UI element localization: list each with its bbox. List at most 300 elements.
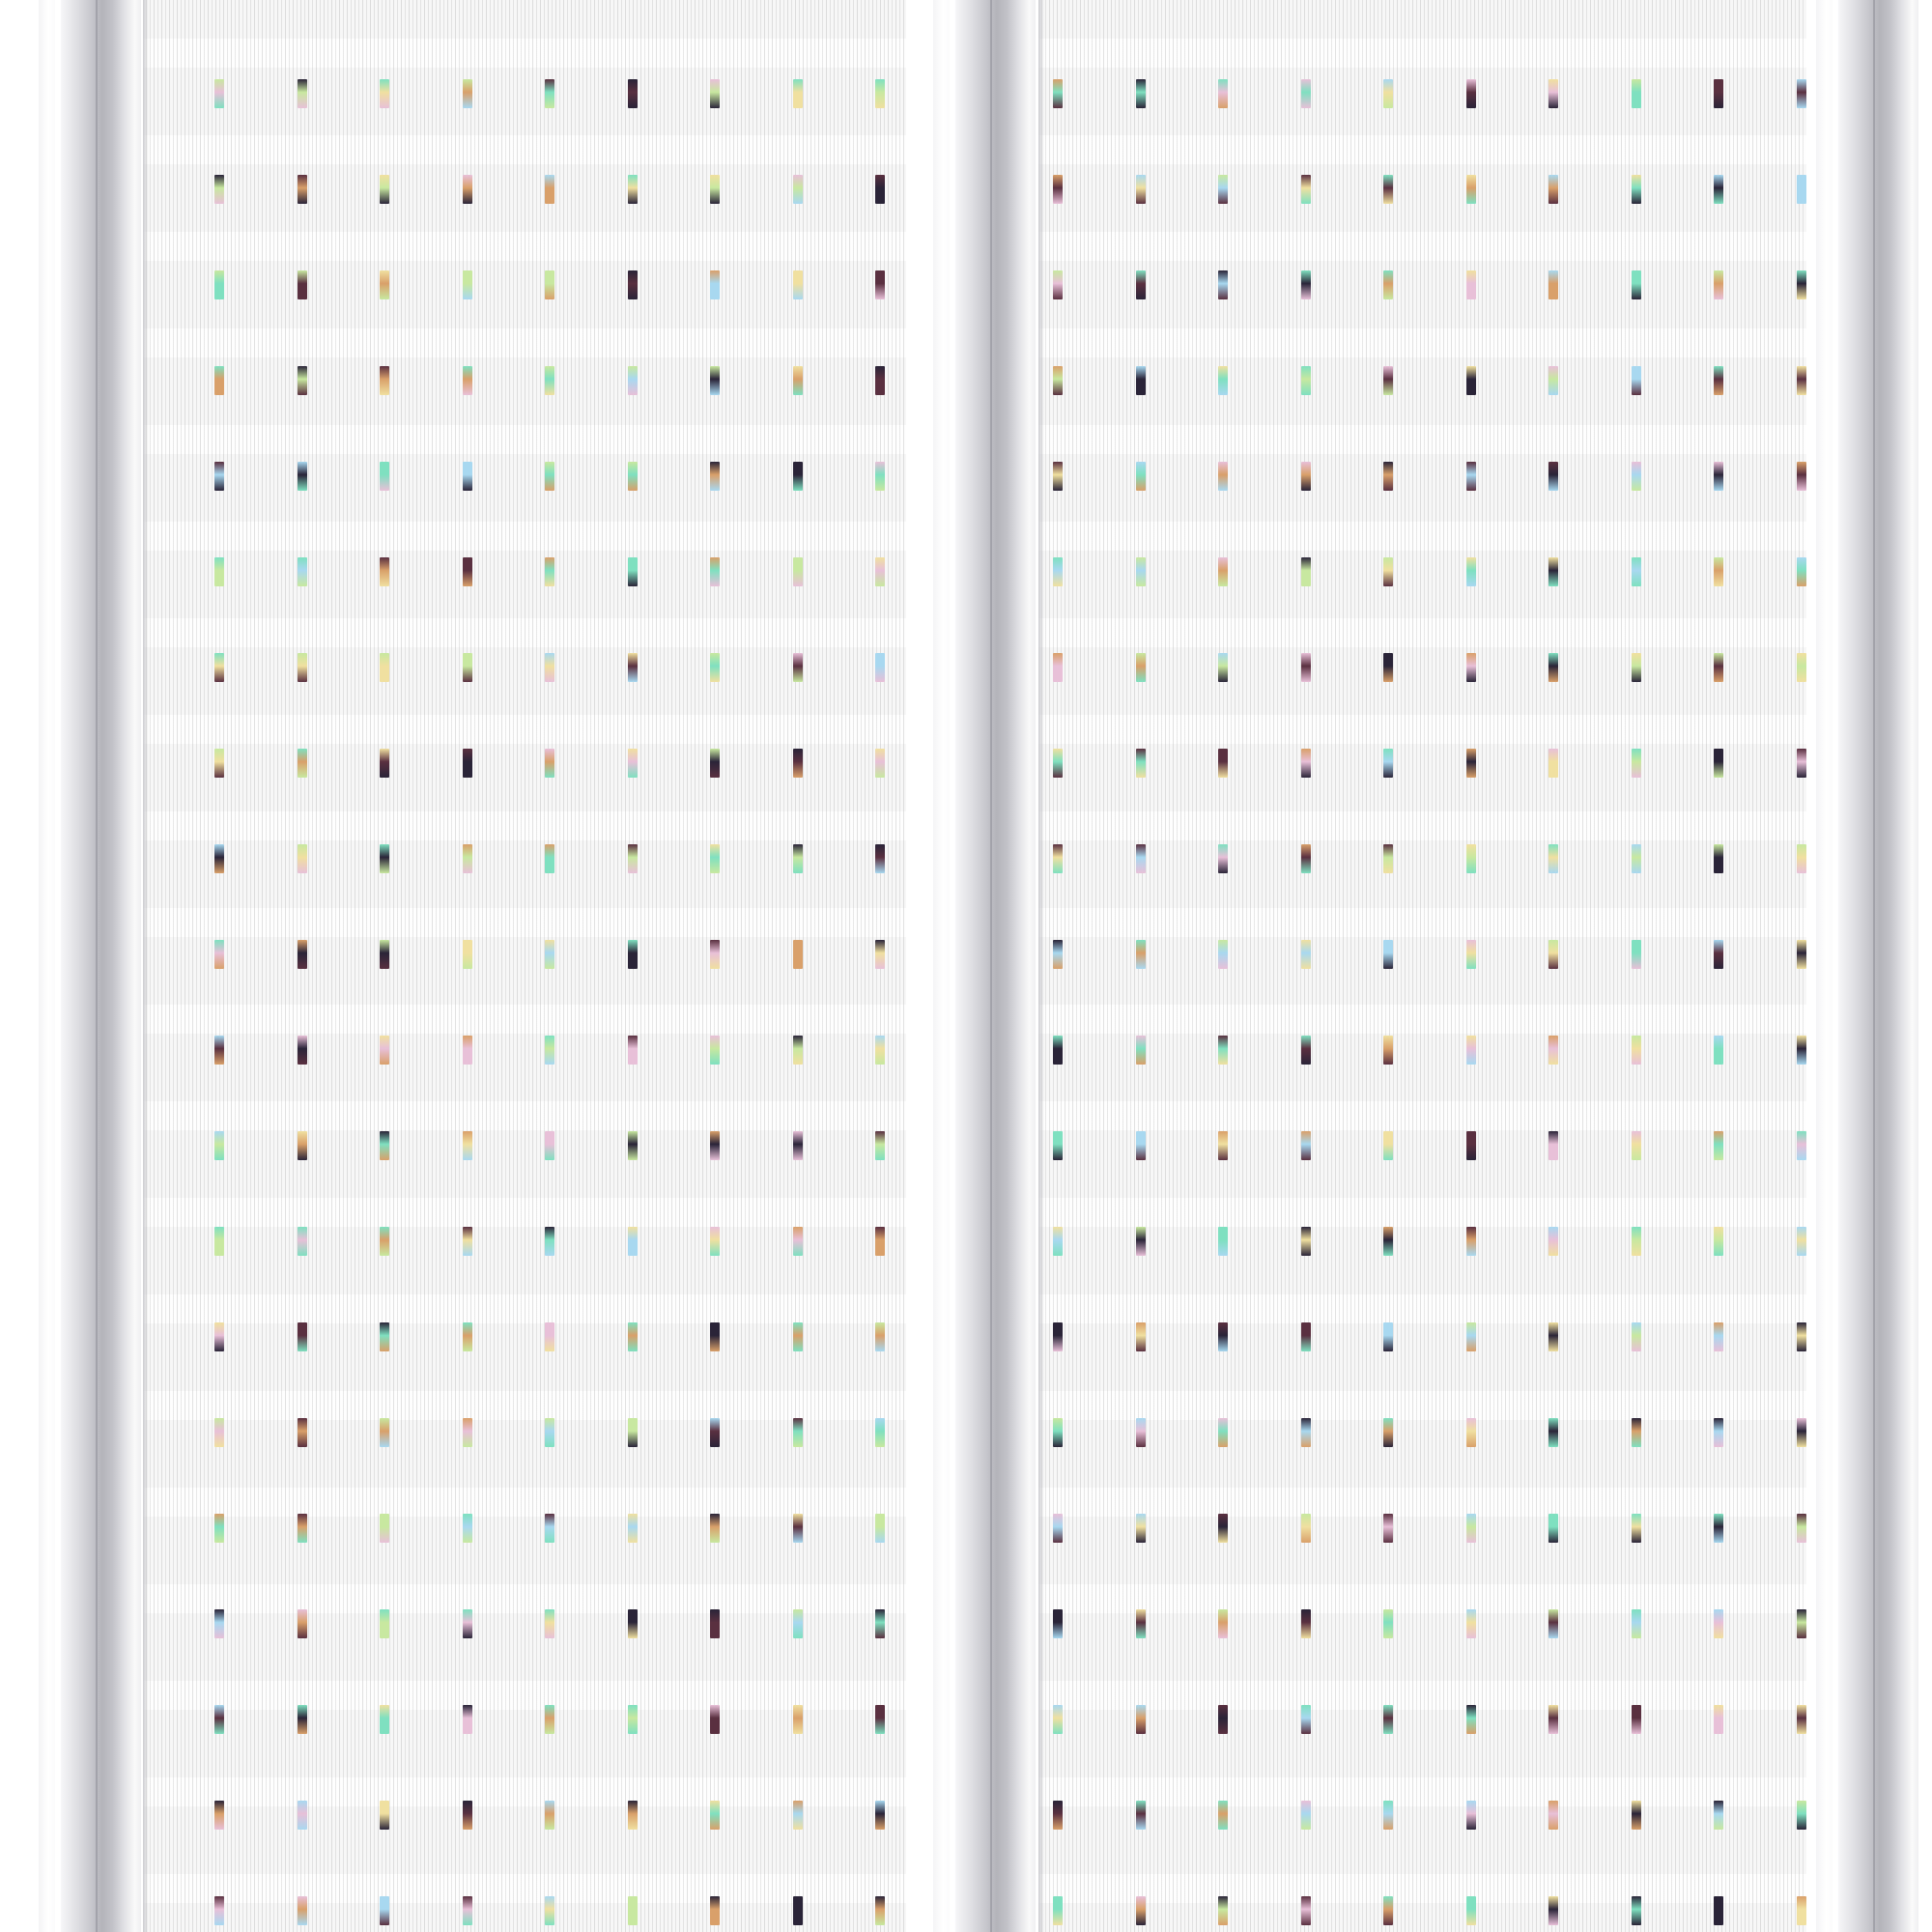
sequin	[1301, 175, 1311, 204]
sequin	[793, 366, 803, 395]
sequin	[628, 270, 638, 299]
sequin	[545, 940, 554, 969]
sequin	[298, 175, 307, 204]
sequin	[1632, 270, 1641, 299]
sequin	[1301, 749, 1311, 778]
sequin	[1632, 844, 1641, 873]
sequin	[1383, 749, 1393, 778]
sequin	[1714, 1131, 1723, 1160]
sequin	[875, 844, 885, 873]
sequin	[1548, 1896, 1558, 1925]
sequin	[298, 79, 307, 108]
sequin	[1632, 557, 1641, 586]
sequin	[875, 653, 885, 682]
sequin	[463, 1036, 472, 1065]
sequin	[1301, 1036, 1311, 1065]
center-molding	[933, 0, 1036, 1932]
sequin	[875, 270, 885, 299]
sequin	[1383, 844, 1393, 873]
sequin	[1797, 1418, 1806, 1447]
sequin	[1053, 749, 1063, 778]
sequin	[1218, 1418, 1228, 1447]
sequin	[298, 1322, 307, 1351]
sequin	[1466, 1322, 1476, 1351]
sequin	[1053, 1131, 1063, 1160]
sequin	[545, 1418, 554, 1447]
sequin	[545, 175, 554, 204]
sequin	[1218, 1705, 1228, 1734]
sequin	[463, 1227, 472, 1256]
sequin	[628, 749, 638, 778]
sequin	[628, 1514, 638, 1543]
sequin	[1301, 462, 1311, 491]
sequin	[1548, 1514, 1558, 1543]
sequin	[463, 366, 472, 395]
sequin	[1053, 1705, 1063, 1734]
sequin	[1714, 175, 1723, 204]
sequin	[380, 844, 389, 873]
sequin	[298, 1514, 307, 1543]
sequin	[380, 1705, 389, 1734]
sequin	[628, 1705, 638, 1734]
sequin	[628, 1322, 638, 1351]
sequin	[710, 1131, 720, 1160]
sequin	[298, 749, 307, 778]
sequin	[1053, 462, 1063, 491]
sequin	[793, 557, 803, 586]
sequin	[463, 1514, 472, 1543]
sequin	[1466, 1131, 1476, 1160]
sequin	[380, 1227, 389, 1256]
sequin	[710, 270, 720, 299]
sequin	[710, 79, 720, 108]
sequin	[1136, 1705, 1146, 1734]
sequin	[463, 844, 472, 873]
sequin	[1714, 557, 1723, 586]
sequin	[1714, 844, 1723, 873]
sequin	[1218, 79, 1228, 108]
sequin	[298, 270, 307, 299]
sequin	[380, 1514, 389, 1543]
sequin	[875, 462, 885, 491]
sequin	[1136, 1801, 1146, 1830]
sequin	[298, 1801, 307, 1830]
sequin	[710, 1036, 720, 1065]
sequin	[1301, 1322, 1311, 1351]
sequin	[1548, 366, 1558, 395]
sequin	[298, 1705, 307, 1734]
sequin	[628, 1609, 638, 1638]
sequin	[380, 1896, 389, 1925]
sequin	[1548, 1418, 1558, 1447]
sequin	[1218, 1131, 1228, 1160]
sequin	[1797, 1896, 1806, 1925]
sequin	[1466, 844, 1476, 873]
sequin	[793, 653, 803, 682]
sequin	[1301, 1418, 1311, 1447]
sequin	[628, 175, 638, 204]
sequin	[628, 1036, 638, 1065]
sequin	[463, 749, 472, 778]
sequin	[1714, 1322, 1723, 1351]
sequin	[1548, 175, 1558, 204]
sequin	[793, 1131, 803, 1160]
sequin	[214, 79, 224, 108]
sequin	[875, 1801, 885, 1830]
sequin	[1714, 1418, 1723, 1447]
sequin	[1383, 462, 1393, 491]
sequin	[1466, 1227, 1476, 1256]
sequin	[380, 1801, 389, 1830]
sequin	[1301, 1896, 1311, 1925]
sequin	[298, 1036, 307, 1065]
sequin	[1301, 270, 1311, 299]
sequin	[1466, 1036, 1476, 1065]
sequin	[1466, 79, 1476, 108]
sequin	[298, 844, 307, 873]
sequin	[1136, 1896, 1146, 1925]
sequin	[1797, 1036, 1806, 1065]
sequin	[214, 366, 224, 395]
sequin	[793, 1418, 803, 1447]
sequin	[710, 366, 720, 395]
sequin	[1714, 1227, 1723, 1256]
sequin	[793, 175, 803, 204]
sequin	[628, 366, 638, 395]
sequin	[710, 1227, 720, 1256]
sequin	[1218, 653, 1228, 682]
right-panel	[1038, 0, 1806, 1932]
sequin	[1797, 940, 1806, 969]
sequin	[463, 79, 472, 108]
sequin	[1053, 1801, 1063, 1830]
sequin	[793, 1801, 803, 1830]
sequin	[214, 557, 224, 586]
sequin	[793, 1322, 803, 1351]
sequin	[1797, 462, 1806, 491]
sequin	[1218, 1896, 1228, 1925]
sequin	[545, 1036, 554, 1065]
sequin	[1301, 1227, 1311, 1256]
sequin	[214, 844, 224, 873]
sequin	[1218, 749, 1228, 778]
sequin	[1466, 175, 1476, 204]
sequin	[298, 1418, 307, 1447]
sequin	[1136, 79, 1146, 108]
sequin	[1548, 1322, 1558, 1351]
sequin	[545, 1609, 554, 1638]
sequin	[710, 1705, 720, 1734]
sequin	[214, 270, 224, 299]
sequin	[1466, 270, 1476, 299]
sequin	[1383, 1131, 1393, 1160]
sequin	[1797, 749, 1806, 778]
sequin	[380, 270, 389, 299]
sequin	[1136, 1036, 1146, 1065]
sequin	[1383, 1896, 1393, 1925]
sequin	[214, 1609, 224, 1638]
sequin	[875, 1705, 885, 1734]
sequin	[1053, 270, 1063, 299]
sequin	[628, 653, 638, 682]
sequin	[1548, 462, 1558, 491]
sequin	[380, 175, 389, 204]
sequin	[1053, 1609, 1063, 1638]
sequin	[1548, 749, 1558, 778]
left-panel	[143, 0, 906, 1932]
sequin	[710, 653, 720, 682]
sequin	[380, 749, 389, 778]
sequin	[1383, 270, 1393, 299]
sequin	[875, 1322, 885, 1351]
sequin	[463, 270, 472, 299]
sequin	[1797, 1705, 1806, 1734]
sequin	[1053, 1322, 1063, 1351]
sequin	[1218, 1227, 1228, 1256]
sequin	[1136, 1609, 1146, 1638]
sequin	[1548, 1227, 1558, 1256]
sequin	[1136, 1418, 1146, 1447]
sequin	[628, 1131, 638, 1160]
sequin	[463, 1896, 472, 1925]
sequin	[1548, 1705, 1558, 1734]
sequin	[380, 1322, 389, 1351]
sequin	[1053, 1418, 1063, 1447]
sequin	[1053, 653, 1063, 682]
sequin	[1136, 270, 1146, 299]
sequin	[1218, 844, 1228, 873]
sequin	[1548, 79, 1558, 108]
sequin	[1301, 940, 1311, 969]
sequin	[1632, 1322, 1641, 1351]
sequin	[628, 1418, 638, 1447]
sequin	[710, 940, 720, 969]
sequin	[1383, 1227, 1393, 1256]
sequin	[1466, 557, 1476, 586]
sequin	[1301, 366, 1311, 395]
sequin	[1548, 844, 1558, 873]
sequin	[710, 1896, 720, 1925]
sequin	[214, 1131, 224, 1160]
sequin	[1383, 557, 1393, 586]
sequin	[1053, 79, 1063, 108]
sequin	[1714, 749, 1723, 778]
sequin	[545, 1131, 554, 1160]
sequin	[875, 1036, 885, 1065]
sequin	[1632, 940, 1641, 969]
sequin	[463, 1801, 472, 1830]
sequin	[1383, 653, 1393, 682]
sequin	[545, 749, 554, 778]
sequin	[1383, 1036, 1393, 1065]
sequin	[1218, 1322, 1228, 1351]
sequin	[1053, 1036, 1063, 1065]
sequin	[214, 462, 224, 491]
sequin	[1301, 1609, 1311, 1638]
sequin	[793, 270, 803, 299]
sequin	[1714, 79, 1723, 108]
sequin	[628, 844, 638, 873]
sequin	[1301, 1801, 1311, 1830]
sequin	[1136, 1131, 1146, 1160]
sequin	[1714, 270, 1723, 299]
sequin	[710, 1609, 720, 1638]
sequin	[1632, 175, 1641, 204]
sequin	[875, 366, 885, 395]
sequin	[545, 1322, 554, 1351]
sequin	[380, 557, 389, 586]
sequin	[214, 175, 224, 204]
sequin	[1714, 1609, 1723, 1638]
sequin	[875, 1131, 885, 1160]
sequin	[380, 462, 389, 491]
sequin	[1632, 1418, 1641, 1447]
sequin	[1053, 366, 1063, 395]
sequin	[1548, 1036, 1558, 1065]
sequin	[1797, 366, 1806, 395]
sequin	[380, 1131, 389, 1160]
sequin	[793, 1514, 803, 1543]
sequin	[1383, 175, 1393, 204]
sequin	[793, 749, 803, 778]
sequin	[214, 1322, 224, 1351]
sequin	[1136, 175, 1146, 204]
sequin	[545, 1514, 554, 1543]
sequin	[1136, 1322, 1146, 1351]
sequin	[1218, 366, 1228, 395]
sequin	[1714, 1036, 1723, 1065]
sequin	[1797, 1227, 1806, 1256]
sequin	[545, 270, 554, 299]
sequin	[1466, 749, 1476, 778]
sequin	[1632, 749, 1641, 778]
sequin	[1632, 1131, 1641, 1160]
sequin	[1714, 1896, 1723, 1925]
sequin	[1383, 1705, 1393, 1734]
sequin	[1632, 1705, 1641, 1734]
sequin	[1136, 366, 1146, 395]
sequin	[1632, 1801, 1641, 1830]
sequin	[875, 1227, 885, 1256]
sequin	[710, 462, 720, 491]
sequin	[710, 844, 720, 873]
sequin	[1548, 1801, 1558, 1830]
sequin	[1301, 653, 1311, 682]
sequin	[1714, 1705, 1723, 1734]
sequin	[628, 1896, 638, 1925]
sequin	[1466, 462, 1476, 491]
sequin	[1383, 366, 1393, 395]
sequin	[710, 1514, 720, 1543]
sequin	[1053, 844, 1063, 873]
sequin	[710, 1322, 720, 1351]
sequin	[1053, 175, 1063, 204]
sequin	[1797, 1131, 1806, 1160]
left-molding	[39, 0, 141, 1932]
sequin	[1548, 1131, 1558, 1160]
sequin	[628, 1801, 638, 1830]
sequin	[1797, 1801, 1806, 1830]
sequin	[463, 1705, 472, 1734]
sequin	[545, 557, 554, 586]
sequin	[1466, 1514, 1476, 1543]
sequin	[463, 1322, 472, 1351]
sequin	[214, 1036, 224, 1065]
sequin	[1383, 940, 1393, 969]
sequin	[1797, 1514, 1806, 1543]
sequin	[793, 1609, 803, 1638]
sequin	[1053, 557, 1063, 586]
sequin	[1053, 940, 1063, 969]
right-panel-sequins	[1038, 0, 1806, 1932]
sequin	[1136, 940, 1146, 969]
sequin	[1466, 653, 1476, 682]
sequin	[1218, 557, 1228, 586]
sequin	[298, 366, 307, 395]
sequin	[1218, 1609, 1228, 1638]
sequin	[463, 1418, 472, 1447]
sequin	[1714, 462, 1723, 491]
sequin	[1797, 270, 1806, 299]
sequin	[1136, 462, 1146, 491]
sequin	[1053, 1227, 1063, 1256]
sequin	[1632, 1896, 1641, 1925]
sequin	[214, 1801, 224, 1830]
sequin	[628, 462, 638, 491]
sequin	[380, 1036, 389, 1065]
sequin	[710, 749, 720, 778]
sequin	[1218, 940, 1228, 969]
sequin	[545, 1801, 554, 1830]
sequin	[1383, 1322, 1393, 1351]
sequin	[1797, 557, 1806, 586]
sequin	[628, 940, 638, 969]
sequin	[628, 1227, 638, 1256]
sequin	[1714, 366, 1723, 395]
sequin	[1383, 1801, 1393, 1830]
sequin	[463, 557, 472, 586]
sequin	[1548, 1609, 1558, 1638]
sequin	[1136, 653, 1146, 682]
sequin	[298, 940, 307, 969]
sequin	[1053, 1896, 1063, 1925]
sequin	[1797, 1322, 1806, 1351]
sequin	[1053, 1514, 1063, 1543]
sequin	[1383, 79, 1393, 108]
sequin	[793, 1227, 803, 1256]
sequin	[793, 1705, 803, 1734]
sequin	[628, 557, 638, 586]
sequin	[380, 940, 389, 969]
sequin	[380, 1418, 389, 1447]
sequin	[1548, 270, 1558, 299]
sequin	[1466, 1896, 1476, 1925]
sequin	[1466, 1801, 1476, 1830]
sequin	[875, 1514, 885, 1543]
sequin	[1301, 1705, 1311, 1734]
sequin	[463, 653, 472, 682]
sequin	[298, 653, 307, 682]
sequin	[1466, 1418, 1476, 1447]
sequin	[298, 557, 307, 586]
sequin	[380, 79, 389, 108]
sequin	[1797, 1609, 1806, 1638]
sequin	[298, 1131, 307, 1160]
sequin	[214, 749, 224, 778]
sequin	[1136, 1514, 1146, 1543]
sequin	[463, 175, 472, 204]
sequin	[1218, 462, 1228, 491]
